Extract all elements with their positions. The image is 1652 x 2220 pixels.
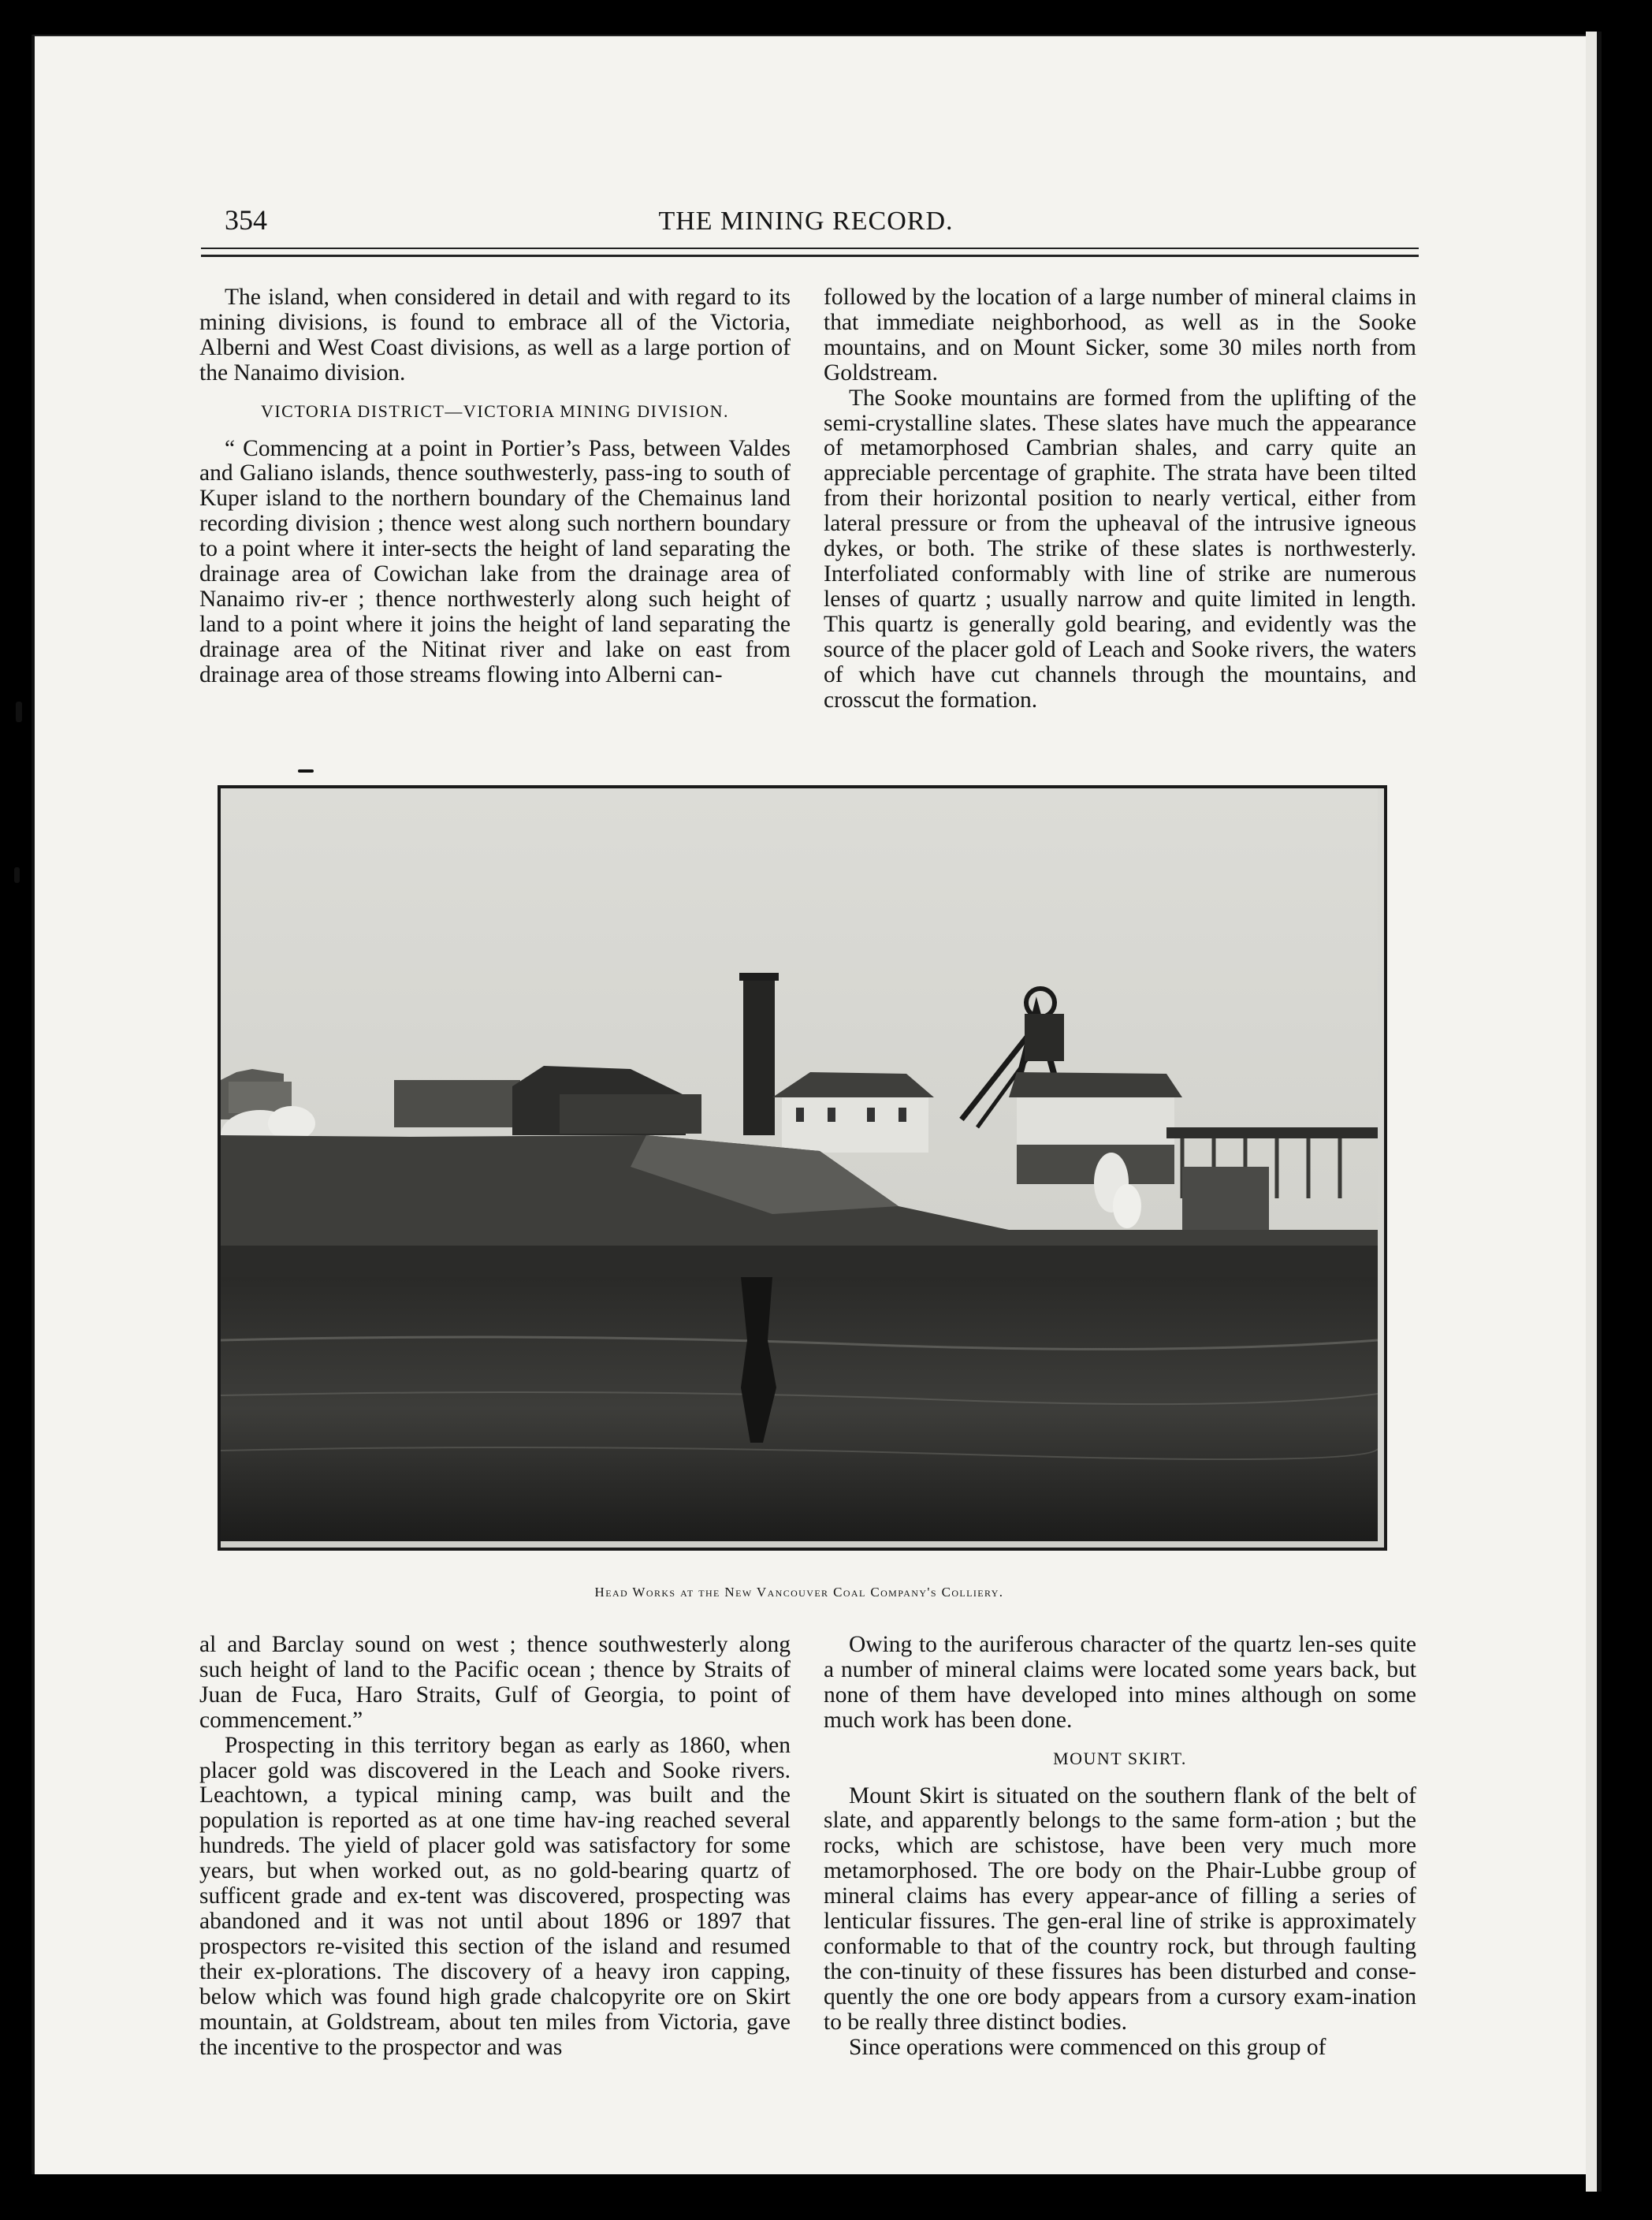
paragraph: The Sooke mountains are formed from the uplifting of the semi-crystalline slates. These slates have much the appearance of metamorphosed Cambrian shales, and carry quite an appreciable percentage of graphite. The strata have been tilted from their horizontal position to nearly vertical, either from lateral pressure or from the upheaval of the intrusive igneous dykes, or both. The strike of these slates is northwesterly. Interfoliated conformably with line of strike are numerous lenses of quartz ; usually narrow and quite limited in length. This quartz is generally gold bearing, and evidently was the source of the placer gold of Leach and Sooke rivers, the waters of which have cut channels through the mountains, and crosscut the formation. — [824, 385, 1416, 713]
margin-mark — [16, 702, 22, 722]
margin-mark — [14, 867, 20, 883]
paragraph: Since operations were commenced on this group of — [849, 2034, 1326, 2060]
left-column-bottom — [199, 1633, 791, 2060]
paragraph: Prospecting in this territory began as early as 1860, when placer gold was discovered in the Leach and Sooke rivers. Leachtown, a typical mining camp, was built and the population is reported as at one time hav-ing reached several hundreds. The yield of placer gold was satisfactory for some years, but when worked out, as no gold-bearing quartz of sufficent grade and ex-tent was discovered, prospecting was abandoned and it was not until about 1896 or 1897 that prospectors re-visited this section of the island and resumed their ex-plorations. The discovery of a heavy iron capping, below which was found high grade chalcopyrite ore on Skirt mountain, at Goldstream, about ten miles from Victoria, gave the incentive to the prospector and was — [199, 1732, 791, 2060]
left-column-top — [199, 285, 791, 688]
margin-mark — [298, 769, 314, 773]
right-column-top — [824, 285, 1416, 713]
facing-page-edge — [1586, 32, 1602, 2192]
page-number: 354 — [225, 204, 267, 236]
section-heading: MOUNT SKIRT. — [1053, 1748, 1187, 1768]
paragraph: The island, when considered in detail and with regard to its mining divisions, is found to embrace all of the Victoria, Alberni and West Coast divisions, as well as a large portion of the Nanaimo division. — [199, 285, 791, 386]
paragraph: al and Barclay sound on west ; thence southwesterly along such height of land to the Pacific ocean ; thence by Straits of Juan de Fuca, Haro Straits, Gulf of Georgia, to point of commencement.” — [199, 1632, 791, 1733]
header-rule — [201, 248, 1419, 249]
colliery-photograph — [218, 785, 1387, 1551]
paragraph: followed by the location of a large number of mineral claims in that immediate neighborhood, as well as in the Sooke mountains, and on Mount Sicker, some 30 miles north from Goldstream. — [824, 285, 1416, 386]
section-heading: VICTORIA DISTRICT—VICTORIA MINING DIVISION. — [260, 400, 730, 421]
page-header — [193, 203, 1419, 243]
running-title: THE MINING RECORD. — [658, 207, 954, 236]
figure-caption: Head Works at the New Vancouver Coal Company's Colliery. — [594, 1585, 1004, 1600]
paragraph: Mount Skirt is situated on the southern flank of the belt of slate, and apparently belongs to the same form-ation ; but the rocks, which are schistose, have been very much more metamorphosed. The ore body on the Phair-Lubbe group of mineral claims has every appear-ance of filling a series of lenticular fissures. The gen-eral line of strike is approximately conformable to that of the country rock, but through faulting the con-tinuity of these fissures has been disturbed and conse-quently the one ore body appears from a cursory exam-ination to be really three distinct bodies. — [824, 1782, 1416, 2035]
header-rule — [201, 255, 1419, 257]
right-column-bottom — [824, 1633, 1416, 2061]
paragraph: “ Commencing at a point in Portier’s Pass, between Valdes and Galiano islands, thence southwesterly, pass-ing to south of Kuper island to the northern boundary of the Chemainus land recording division ; thence west along such northern boundary to a point where it inter-sects the height of land separating the drainage area of Cowichan lake from the drainage area of Nanaimo riv-er ; thence northwesterly along such height of land to a point where it joins the height of land separating the drainage area of the Nitinat river and lake on east from drainage area of those streams flowing into Alberni can- — [199, 435, 791, 687]
paragraph: Owing to the auriferous character of the quartz len-ses quite a number of mineral claims were located some years back, but none of them have developed into mines although on some much work has been done. — [824, 1632, 1416, 1733]
